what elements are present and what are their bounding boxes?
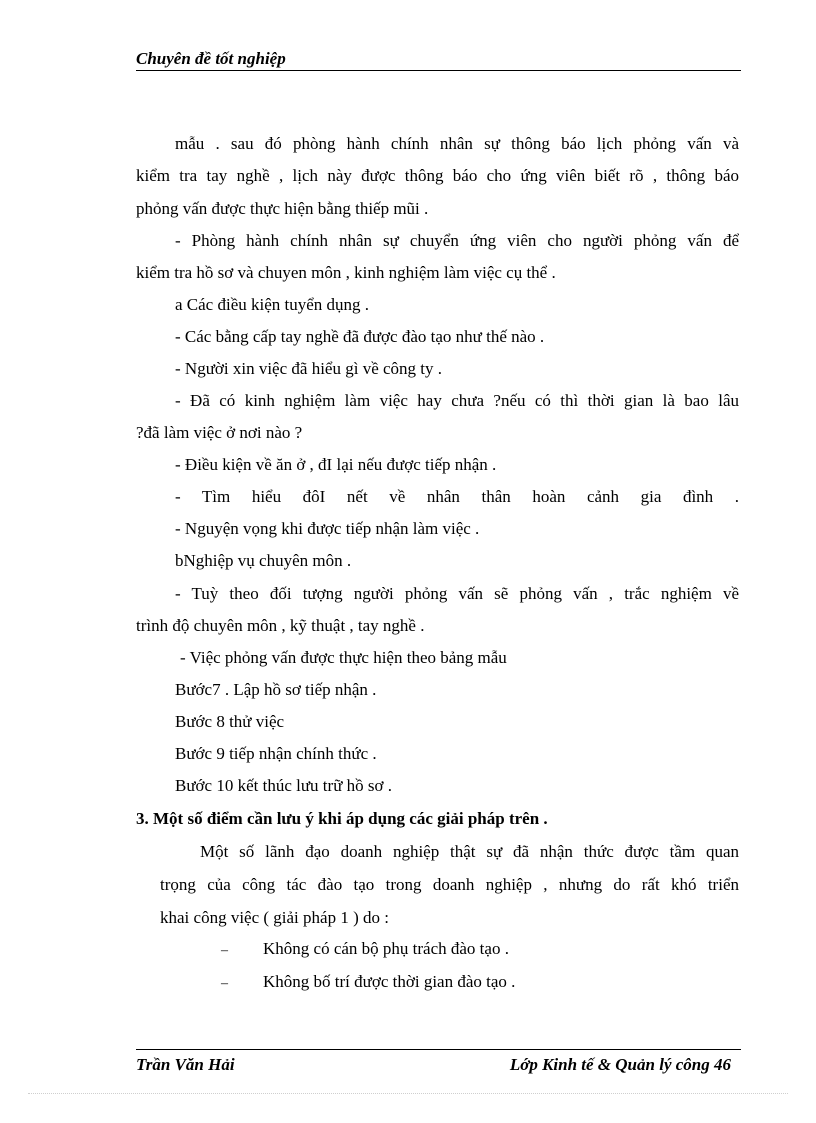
body-line: Bước 9 tiếp nhận chính thức . <box>175 744 377 763</box>
body-line: a Các điều kiện tuyển dụng . <box>175 295 370 314</box>
body-line: Bước7 . Lập hồ sơ tiếp nhận . <box>175 680 377 699</box>
body-line: bNghiệp vụ chuyên môn . <box>175 551 352 570</box>
body-line: - Đã có kinh nghiệm làm việc hay chưa ?nếu có thì thời gian là bao lâu <box>175 391 739 410</box>
body-line: - Người xin việc đã hiểu gì về công ty . <box>175 359 443 378</box>
page-border-line <box>28 1093 788 1094</box>
body-line: ?đã làm việc ở nơi nào ? <box>136 423 303 442</box>
footer-class: Lớp Kinh tế & Quản lý công 46 <box>509 1055 731 1074</box>
body-line: kiểm tra tay nghề , lịch này được thông báo cho ứng viên biết rõ , thông báo <box>136 166 739 185</box>
bullet-dash: – <box>221 976 228 991</box>
body-line: Bước 10 kết thúc lưu trữ hồ sơ . <box>175 776 393 795</box>
body-line: kiểm tra hồ sơ và chuyen môn , kinh nghiệm làm việc cụ thể . <box>136 263 556 282</box>
bullet-dash: – <box>221 943 228 958</box>
body-line: - Tuỳ theo đối tượng người phỏng vấn sẽ phỏng vấn , trắc nghiệm về <box>175 584 739 603</box>
body-line: Bước 8 thử việc <box>175 712 285 731</box>
body-line: - Nguyện vọng khi được tiếp nhận làm việc . <box>175 519 480 538</box>
body-line: trọng của công tác đào tạo trong doanh nghiệp , nhưng do rất khó triển <box>160 875 739 894</box>
header-divider <box>136 70 741 71</box>
body-line: Một số lãnh đạo doanh nghiệp thật sự đã nhận thức được tầm quan <box>200 842 739 861</box>
footer-author: Trần Văn Hải <box>136 1055 235 1074</box>
bullet-item: Không bố trí được thời gian đào tạo . <box>263 972 516 991</box>
body-line: - Các bằng cấp tay nghề đã được đào tạo như thế nào . <box>175 327 545 346</box>
body-line: trình độ chuyên môn , kỹ thuật , tay nghề . <box>136 616 425 635</box>
bullet-item: Không có cán bộ phụ trách đào tạo . <box>263 939 509 958</box>
body-line: - Tìm hiểu đôI nết về nhân thân hoàn cảnh gia đình . <box>175 487 739 506</box>
body-line: - Việc phỏng vấn được thực hiện theo bảng mẫu <box>180 648 507 667</box>
section-heading: 3. Một số điểm cần lưu ý khi áp dụng các giải pháp trên . <box>136 809 548 828</box>
body-line: - Điều kiện về ăn ở , đI lại nếu được tiếp nhận . <box>175 455 497 474</box>
body-line: phỏng vấn được thực hiện bằng thiếp mũi . <box>136 199 429 218</box>
body-line: khai công việc ( giải pháp 1 ) do : <box>160 908 389 927</box>
body-line: - Phòng hành chính nhân sự chuyển ứng viên cho người phỏng vấn để <box>175 231 739 250</box>
footer-divider <box>136 1049 741 1050</box>
body-line: mẫu . sau đó phòng hành chính nhân sự thông báo lịch phỏng vấn và <box>175 134 739 153</box>
page-header-title: Chuyên đề tốt nghiệp <box>136 49 286 68</box>
